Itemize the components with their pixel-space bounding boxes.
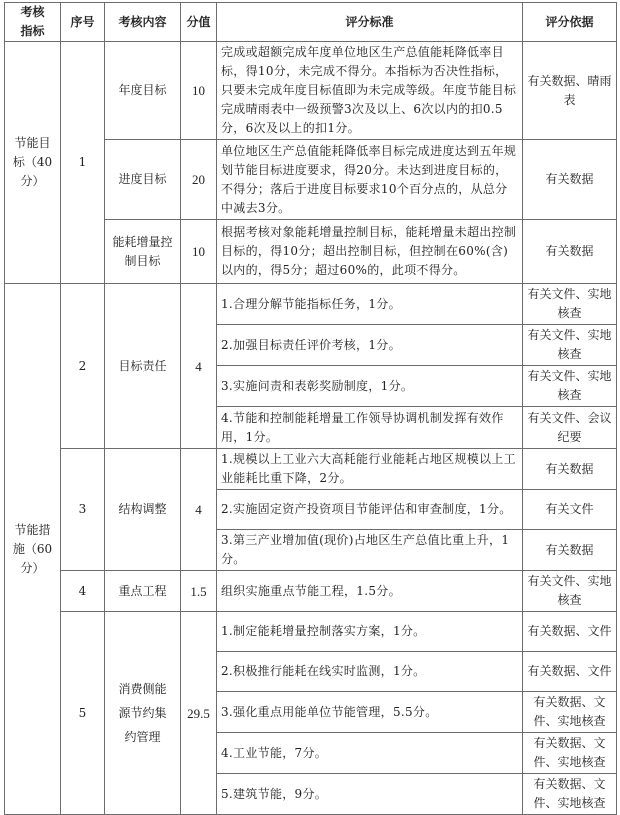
row-standard: 3.实施问责和表彰奖励制度，1分。 xyxy=(217,366,523,407)
header-score: 分值 xyxy=(181,3,217,42)
row-standard: 1.合理分解节能指标任务，1分。 xyxy=(217,284,523,325)
group-content: 结构调整 xyxy=(105,449,181,571)
row-basis: 有关数据 xyxy=(523,449,617,490)
group-seq: 5 xyxy=(61,612,105,815)
row-basis: 有关文件、实地核查 xyxy=(523,571,617,612)
row-basis: 有关数据、文件、实地核查 xyxy=(523,774,617,815)
group-seq: 3 xyxy=(61,449,105,571)
row-basis: 有关文件、实地核查 xyxy=(523,284,617,325)
section1-item-content: 能耗增量控制目标 xyxy=(105,220,181,284)
header-standard: 评分标准 xyxy=(217,3,523,42)
section1-seq: 1 xyxy=(61,42,105,284)
row-standard: 3.强化重点用能单位节能管理，5.5分。 xyxy=(217,692,523,733)
section1-item-score: 10 xyxy=(181,220,217,284)
section1-item-standard: 单位地区生产总值能耗降低率目标完成进度达到五年规划节能目标进度要求，得20分。未达到进度目标的，不得分；落后于进度目标要求10个百分点的，从总分中减去3分。 xyxy=(217,140,523,220)
group-seq: 4 xyxy=(61,571,105,612)
group-score: 1.5 xyxy=(181,571,217,612)
row-standard: 5.建筑节能，9分。 xyxy=(217,774,523,815)
section1-indicator: 节能目标（40分） xyxy=(5,42,61,284)
group-content: 消费侧能源节约集约管理 xyxy=(105,612,181,815)
row-basis: 有关数据、文件 xyxy=(523,612,617,652)
row-basis: 有关数据、文件 xyxy=(523,652,617,692)
row-standard: 3.第三产业增加值(现价)占地区生产总值比重上升，1分。 xyxy=(217,530,523,571)
row-standard: 4.节能和控制能耗增量工作领导协调机制发挥有效作用，1分。 xyxy=(217,407,523,449)
assessment-table xyxy=(4,2,617,815)
header-seq: 序号 xyxy=(61,3,105,42)
row-basis: 有关文件、实地核查 xyxy=(523,325,617,366)
row-basis: 有关文件、会议纪要 xyxy=(523,407,617,449)
table-row xyxy=(5,571,617,612)
section1-item-basis: 有关数据 xyxy=(523,140,617,220)
group-score: 29.5 xyxy=(181,612,217,815)
group-score: 4 xyxy=(181,284,217,449)
row-basis: 有关文件、实地核查 xyxy=(523,366,617,407)
header-content: 考核内容 xyxy=(105,3,181,42)
row-standard: 2.积极推行能耗在线实时监测，1分。 xyxy=(217,652,523,692)
section1-item-standard: 根据考核对象能耗增量控制目标，能耗增量未超出控制目标的，得10分；超出控制目标，但控制在60%(含)以内的，得5分；超过60%的，此项不得分。 xyxy=(217,220,523,284)
row-standard: 2.实施固定资产投资项目节能评估和审查制度，1分。 xyxy=(217,490,523,530)
section1-item-content: 年度目标 xyxy=(105,42,181,140)
row-basis: 有关数据 xyxy=(523,530,617,571)
section1-item-standard: 完成或超额完成年度单位地区生产总值能耗降低率目标，得10分，未完成不得分。本指标为否决性指标，只要未完成年度目标值即为未完成等级。年度节能目标完成晴雨表中一级预警3次及以上、6次以内的扣0.5分，6次及以上的扣1分。 xyxy=(217,42,523,140)
row-basis: 有关数据、文件、实地核查 xyxy=(523,733,617,774)
section1-item-basis: 有关数据、晴雨表 xyxy=(523,42,617,140)
header-indicator: 考核指标 xyxy=(5,3,61,42)
section1-item-score: 10 xyxy=(181,42,217,140)
table-row xyxy=(5,42,617,140)
row-standard: 1.制定能耗增量控制落实方案，1分。 xyxy=(217,612,523,652)
header-row xyxy=(5,3,617,42)
row-standard: 1.规模以上工业六大高耗能行业能耗占地区规模以上工业能耗比重下降，2分。 xyxy=(217,449,523,490)
section1-item-basis: 有关数据 xyxy=(523,220,617,284)
row-standard: 组织实施重点节能工程，1.5分。 xyxy=(217,571,523,612)
group-score: 4 xyxy=(181,449,217,571)
section2-indicator: 节能措施（60分） xyxy=(5,284,61,815)
table-row xyxy=(5,284,617,325)
table-row xyxy=(5,449,617,490)
group-content: 目标责任 xyxy=(105,284,181,449)
table-row xyxy=(5,612,617,652)
section1-item-score: 20 xyxy=(181,140,217,220)
group-content: 重点工程 xyxy=(105,571,181,612)
row-basis: 有关数据、文件、实地核查 xyxy=(523,692,617,733)
row-basis: 有关文件 xyxy=(523,490,617,530)
row-standard: 4.工业节能，7分。 xyxy=(217,733,523,774)
header-basis: 评分依据 xyxy=(523,3,617,42)
group-seq: 2 xyxy=(61,284,105,449)
section1-item-content: 进度目标 xyxy=(105,140,181,220)
row-standard: 2.加强目标责任评价考核，1分。 xyxy=(217,325,523,366)
